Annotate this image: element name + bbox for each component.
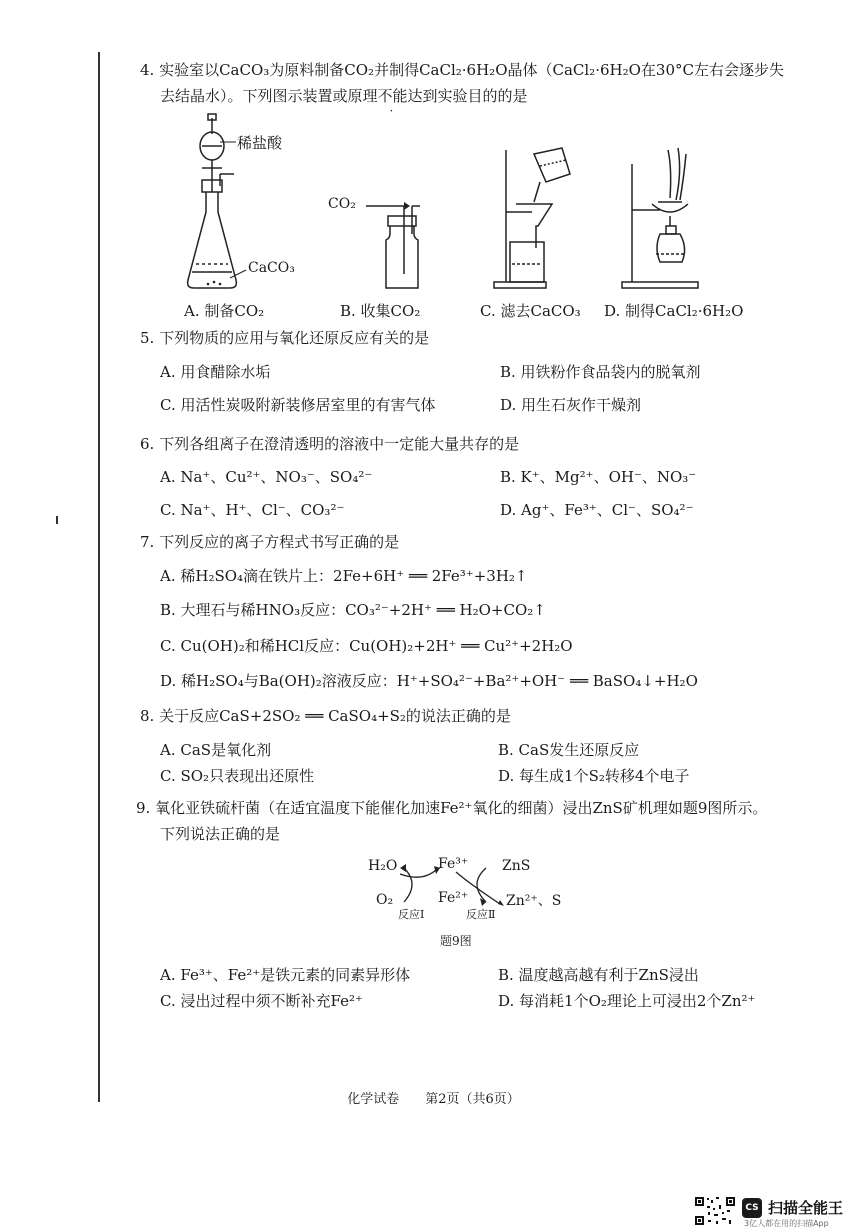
q7-stem: 7. 下列反应的离子方程式书写正确的是 bbox=[140, 533, 400, 551]
q6-option-d: D. Ag⁺、Fe³⁺、Cl⁻、SO₄²⁻ bbox=[500, 501, 694, 519]
fig9-o2: O₂ bbox=[376, 892, 394, 908]
fig9-zns: ZnS bbox=[502, 858, 531, 874]
scanner-tagline: 3亿人都在用的扫描App bbox=[744, 1219, 829, 1228]
q6-stem: 6. 下列各组离子在澄清透明的溶液中一定能大量共存的是 bbox=[140, 435, 520, 453]
q4-emphasis: 不能 bbox=[377, 87, 408, 105]
q9-option-a: A. Fe³⁺、Fe²⁺是铁元素的同素异形体 bbox=[160, 966, 411, 984]
q8-stem: 8. 关于反应CaS+2SO₂ ══ CaSO₄+S₂的说法正确的是 bbox=[140, 707, 511, 725]
qr-code-icon bbox=[694, 1196, 736, 1226]
q8-option-b: B. CaS发生还原反应 bbox=[498, 741, 640, 759]
q9-stem-line2: 下列说法正确的是 bbox=[160, 825, 281, 843]
q9-option-c: C. 浸出过程中须不断补充Fe²⁺ bbox=[160, 992, 363, 1010]
q5-option-a: A. 用食醋除水垢 bbox=[160, 363, 271, 381]
q8-option-a: A. CaS是氧化剂 bbox=[160, 741, 272, 759]
q4-stem-part-a: 去结晶水）。下列图示装置或原理 bbox=[160, 87, 378, 105]
binding-margin-line bbox=[98, 52, 100, 1102]
scanner-brand-name: 扫描全能王 bbox=[768, 1199, 844, 1217]
apparatus-b-figure bbox=[360, 190, 420, 290]
fig9-zn-s: Zn²⁺、S bbox=[506, 893, 562, 909]
fig9-reaction-1: 反应Ⅰ bbox=[398, 908, 425, 921]
q8-option-d: D. 每生成1个S₂转移4个电子 bbox=[498, 767, 690, 785]
q4-stem-part-b: 达到实验目的的是 bbox=[407, 87, 528, 105]
q7-option-b: B. 大理石与稀HNO₃反应：CO₃²⁻+2H⁺ ══ H₂O+CO₂↑ bbox=[160, 601, 546, 619]
q9-option-d: D. 每消耗1个O₂理论上可浸出2个Zn²⁺ bbox=[498, 992, 756, 1010]
scan-mark bbox=[56, 516, 58, 524]
q7-option-d: D. 稀H₂SO₄与Ba(OH)₂溶液反应：H⁺+SO₄²⁻+Ba²⁺+OH⁻ ══ BaSO₄↓+H₂O bbox=[160, 672, 698, 690]
scanner-brand bbox=[742, 1197, 843, 1218]
fig9-fe2: Fe²⁺ bbox=[438, 890, 469, 906]
q7-option-c: C. Cu(OH)₂和稀HCl反应：Cu(OH)₂+2H⁺ ══ Cu²⁺+2H₂O bbox=[160, 637, 573, 655]
fig9-h2o: H₂O bbox=[368, 858, 398, 874]
q4-caption-d: D. 制得CaCl₂·6H₂O bbox=[604, 302, 744, 320]
fig9-caption: 题9图 bbox=[440, 934, 472, 948]
fig9-reaction-2: 反应Ⅱ bbox=[466, 908, 496, 921]
q5-option-d: D. 用生石灰作干燥剂 bbox=[500, 396, 642, 414]
label-caco3: CaCO₃ bbox=[248, 260, 295, 276]
q4-stem-line1: 4. 实验室以CaCO₃为原料制备CO₂并制得CaCl₂·6H₂O晶体（CaCl₂·6H₂O在30°C左右会逐步失 bbox=[140, 61, 784, 79]
q8-option-c: C. SO₂只表现出还原性 bbox=[160, 767, 315, 785]
q4-caption-c: C. 滤去CaCO₃ bbox=[480, 302, 581, 320]
label-co2-inlet: CO₂ bbox=[328, 196, 356, 212]
q6-option-a: A. Na⁺、Cu²⁺、NO₃⁻、SO₄²⁻ bbox=[160, 468, 373, 486]
q5-option-b: B. 用铁粉作食品袋内的脱氧剂 bbox=[500, 363, 701, 381]
q4-caption-b: B. 收集CO₂ bbox=[340, 302, 421, 320]
q4-caption-a: A. 制备CO₂ bbox=[184, 302, 265, 320]
q6-option-b: B. K⁺、Mg²⁺、OH⁻、NO₃⁻ bbox=[500, 468, 697, 486]
q5-stem: 5. 下列物质的应用与氧化还原反应有关的是 bbox=[140, 329, 430, 347]
apparatus-c-figure bbox=[492, 146, 582, 292]
apparatus-d-figure bbox=[620, 144, 720, 292]
q7-option-a: A. 稀H₂SO₄滴在铁片上：2Fe+6H⁺ ══ 2Fe³⁺+3H₂↑ bbox=[160, 567, 528, 585]
q6-option-c: C. Na⁺、H⁺、Cl⁻、CO₃²⁻ bbox=[160, 501, 345, 519]
camscanner-logo-icon: CS bbox=[742, 1198, 762, 1218]
label-dilute-hcl: 稀盐酸 bbox=[237, 134, 283, 152]
q5-option-c: C. 用活性炭吸附新装修居室里的有害气体 bbox=[160, 396, 436, 414]
q9-stem-line1: 9. 氧化亚铁硫杆菌（在适宜温度下能催化加速Fe²⁺氧化的细菌）浸出ZnS矿机理如题9图所示。 bbox=[136, 799, 768, 817]
q4-stem-line2 bbox=[160, 84, 528, 108]
fig9-fe3: Fe³⁺ bbox=[438, 856, 469, 872]
q9-option-b: B. 温度越高越有利于ZnS浸出 bbox=[498, 966, 699, 984]
page-footer: 化学试卷 第2页（共6页） bbox=[347, 1092, 520, 1107]
